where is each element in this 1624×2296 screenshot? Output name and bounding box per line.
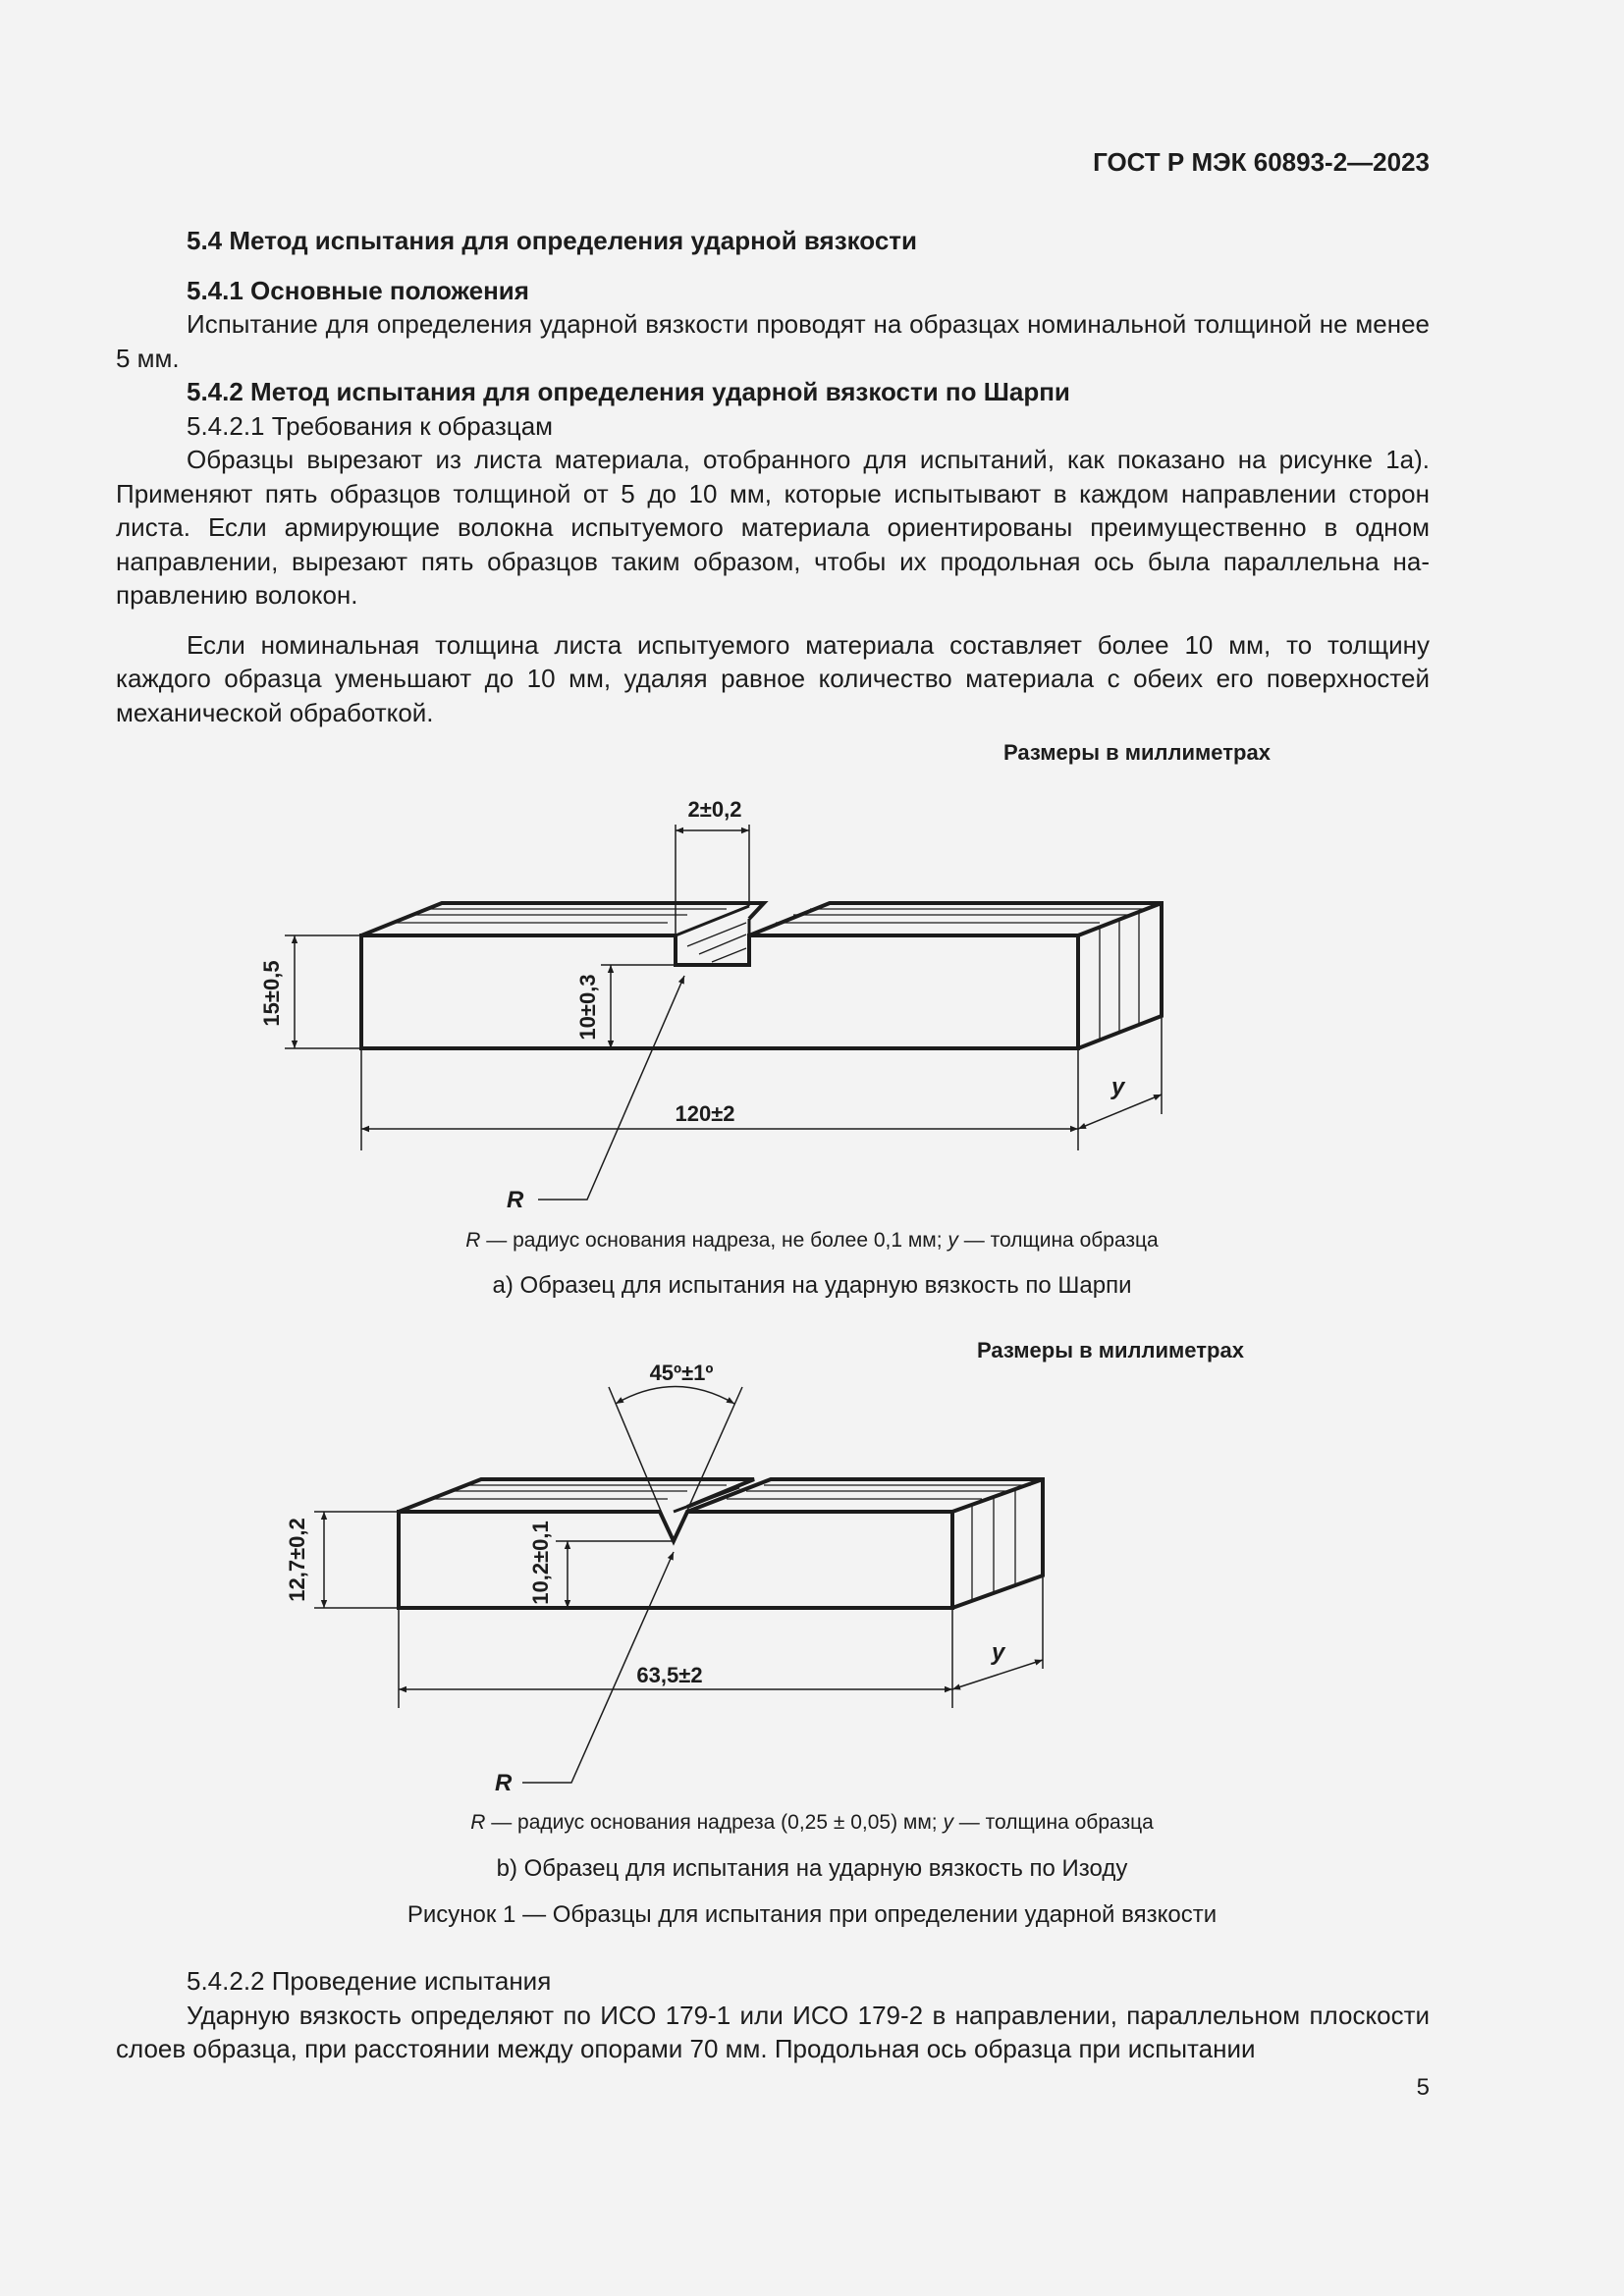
figure-b-legend: R — радиус основания надреза (0,25 ± 0,05) мм; y — толщина образца [470,1811,1154,1834]
figure-b-radius-label: R [495,1770,513,1796]
section-5-4-2-1-paragraph-2: Если номинальная толщина листа испытуемого материала составляет более 10 мм, то толщину каждого образца уменьшают до 10 мм, удаляя равное количество материала с обеих его поверхностей механической обработкой. [116,629,1430,727]
figure-a-dim-height: 15±0,5 [259,960,284,1027]
figure-a-dim-notch-depth: 10±0,3 [575,974,600,1041]
figure-a-units-note: Размеры в миллиметрах [1003,740,1271,765]
figure-b-dim-height: 12,7±0,2 [285,1518,309,1602]
section-5-4-1-title: 5.4.1 Основные положения [187,275,529,305]
figure-b-izod [0,1330,1624,1939]
figure-a-dim-thickness: y [1111,1074,1125,1100]
figure-b-caption: b) Образец для испытания на ударную вязкость по Изоду [496,1855,1128,1882]
figure-a-drawing [0,726,1624,1315]
figure-a-dim-length: 120±2 [675,1101,735,1126]
text-block-top [116,224,1430,729]
section-5-4-2-2-title: 5.4.2.2 Проведение испытания [187,1966,552,1996]
figure-a-dim-notch-width: 2±0,2 [687,797,742,822]
figure-a-charpy [0,726,1624,1315]
figure-b-units-note: Размеры в миллиметрах [977,1338,1244,1362]
section-5-4-title: 5.4 Метод испытания для определения ударной вязкости [187,226,918,255]
figure-b-dim-length: 63,5±2 [636,1663,703,1687]
section-5-4-2-1-paragraph-1: Образцы вырезают из листа материала, отобранного для испытаний, как показано на рисунке 1а). Применяют пять образцов толщиной от 5 до 10 мм, которые испытывают в каждом направлении сторон листа. Если армирующие волокна испытуемого материала ориентированы преимущественно в одном направлении, вырезают пять образцов таким образом, чтобы их продольная ось была параллельна направлению волокон. [116,445,1430,610]
section-5-4-2-title: 5.4.2 Метод испытания для определения ударной вязкости по Шарпи [187,377,1070,406]
figure-b-dim-notch-depth: 10,2±0,1 [528,1521,553,1605]
page-number: 5 [1416,2074,1430,2101]
figure-a-legend: R — радиус основания надреза, не более 0,1 мм; y — толщина образца [465,1229,1159,1252]
section-5-4-2-2-paragraph: Ударную вязкость определяют по ИСО 179-1 или ИСО 179-2 в направлении, параллельном плоскости слоев образца, при расстоянии между опорами 70 мм. Продольная ось образца при испытании [116,2000,1430,2063]
section-5-4-2-1-title: 5.4.2.1 Требования к образцам [187,410,554,441]
document-header: ГОСТ Р МЭК 60893-2—2023 [1093,147,1430,177]
text-block-bottom [116,1964,1430,2066]
figure-1-caption: Рисунок 1 — Образцы для испытания при определении ударной вязкости [406,1901,1218,1928]
figure-b-dim-angle: 45º±1º [649,1361,714,1385]
section-5-4-1-paragraph: Испытание для определения ударной вязкости проводят на образцах номинальной толщиной не менее 5 мм. [116,309,1430,373]
figure-b-dim-thickness: y [992,1639,1005,1666]
figure-a-caption: а) Образец для испытания на ударную вязкость по Шарпи [492,1272,1132,1299]
figure-b-drawing [0,1330,1624,1939]
figure-a-radius-label: R [507,1187,524,1213]
